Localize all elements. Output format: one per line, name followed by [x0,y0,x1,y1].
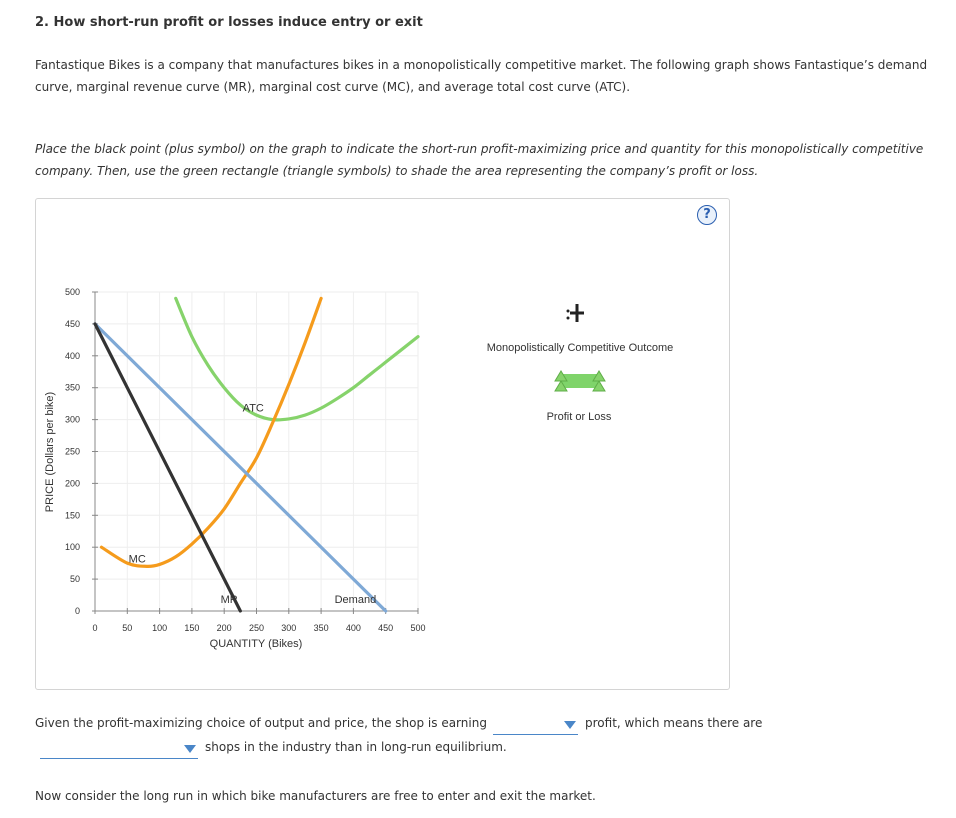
x-tick-label: 50 [122,623,133,633]
profit-type-dropdown[interactable] [493,716,578,735]
x-tick-label: 150 [184,623,200,633]
y-tick-label: 150 [64,510,80,521]
mc-curve[interactable] [101,298,321,566]
atc-label: ATC [242,402,264,415]
intro-line-1: Fantastique Bikes is a company that manufactures bikes in a monopolistically competitive market. The following graph shows Fantastique’s demand [35,58,928,72]
mc-label: MC [128,553,146,566]
palette-title: Monopolistically Competitive Outcome [486,342,674,354]
y-tick-label: 500 [64,287,80,297]
palette-rect-label: Profit or Loss [546,411,612,423]
y-axis-title: PRICE (Dollars per bike) [44,391,56,513]
x-tick-label: 350 [313,623,329,633]
y-tick-label: 250 [64,446,80,457]
x-tick-label: 100 [152,623,168,633]
plus-point-tool[interactable] [567,304,585,322]
x-tick-label: 400 [345,623,361,633]
demand-curve[interactable] [95,324,386,611]
demand-label: Demand [334,594,377,606]
x-tick-label: 450 [378,623,394,633]
y-tick-label: 350 [64,382,80,393]
y-tick-label: 300 [64,414,80,425]
y-tick-label: 100 [64,542,80,553]
x-tick-label: 250 [248,623,265,633]
x-tick-label: 500 [410,623,426,633]
x-tick-label: 0 [92,623,98,633]
y-tick-label: 0 [74,606,80,616]
atc-curve[interactable] [176,298,418,420]
shop-count-dropdown[interactable] [40,740,198,759]
chevron-down-icon [564,721,576,729]
help-icon[interactable]: ? [697,205,717,225]
instruction-line-1: Place the black point (plus symbol) on the graph to indicate the short-run profit-maximizing price and quantity for this monopolistically competitive [35,142,924,156]
plus-dot-2 [567,317,570,320]
y-tick-label: 400 [64,350,80,361]
instruction-line-2: company. Then, use the green rectangle (triangle symbols) to shade the area representing the company’s profit or loss. [35,164,759,178]
chevron-down-icon [184,745,196,753]
y-tick-label: 450 [64,318,80,329]
question-3-text: Now consider the long run in which bike manufacturers are free to enter and exit the market. [35,789,596,803]
x-tick-label: 200 [216,623,232,633]
intro-line-2: curve, marginal revenue curve (MR), marginal cost curve (MC), and average total cost curve (ATC). [35,80,631,94]
question-1-text: Given the profit-maximizing choice of output and price, the shop is earning [35,716,487,730]
x-tick-label: 300 [281,623,297,633]
y-tick-label: 200 [64,478,80,489]
plus-icon [570,304,584,322]
question-title: 2. How short-run profit or losses induce entry or exit [35,15,423,30]
axes [65,287,426,633]
profit-rectangle-tool[interactable] [555,371,605,391]
mr-curve[interactable] [95,324,240,611]
question-2-text: shops in the industry than in long-run equilibrium. [205,740,507,754]
plus-dot-1 [567,310,570,313]
question-1-suffix: profit, which means there are [585,716,763,730]
x-axis-title: QUANTITY (Bikes) [209,638,303,650]
mr-label: MR [220,594,238,606]
y-tick-label: 50 [69,574,80,585]
